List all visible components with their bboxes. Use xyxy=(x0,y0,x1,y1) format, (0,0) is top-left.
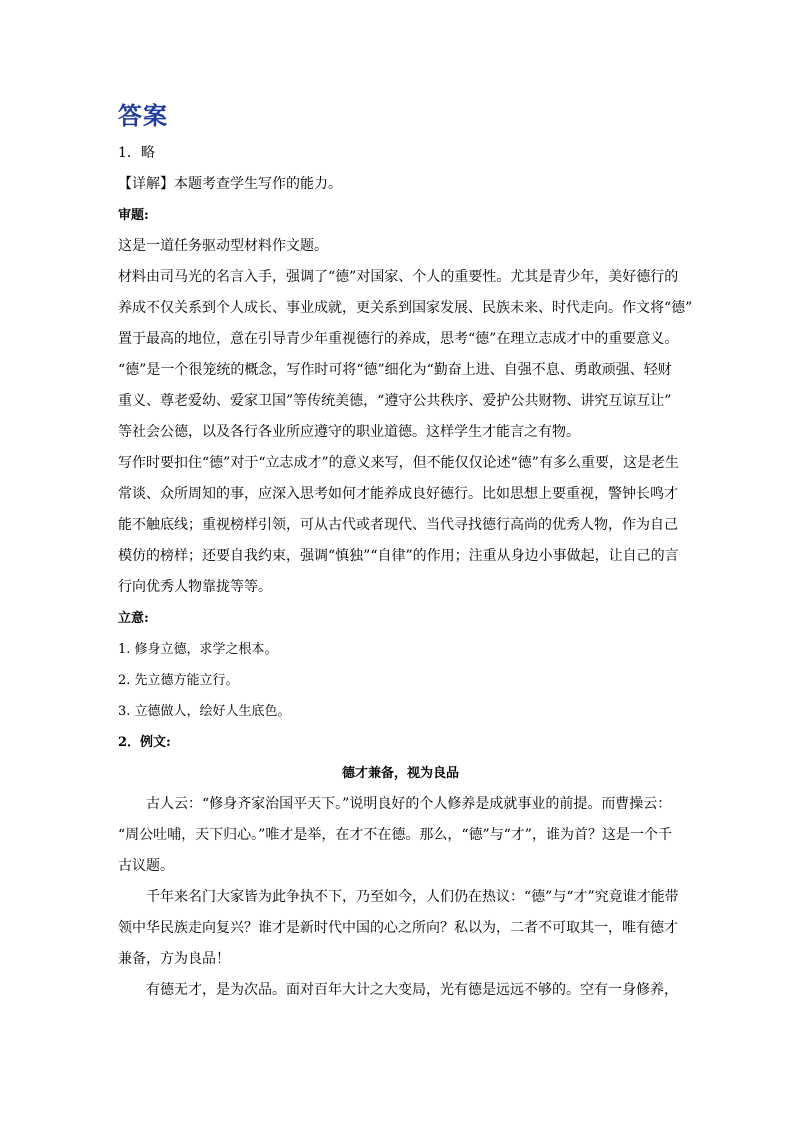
liyi-item: 1. 修身立德，求学之根本。 xyxy=(118,642,278,657)
shenti-line: 行向优秀人物靠拢等等。 xyxy=(118,579,272,595)
essay-line: 千年来名门大家皆为此争执不下，乃至如今，人们仍在热议：“德”与“才”究竟谁才能带 xyxy=(146,889,679,905)
shenti-line: 置于最高的地位，意在引导青少年重视德行的养成，思考“德”在理立志成才中的重要意义。 xyxy=(118,331,679,347)
answer-page xyxy=(118,96,693,1006)
shenti-line: 这是一道任务驱动型材料作文题。 xyxy=(118,238,328,254)
essay-title: 德才兼备，视为良品 xyxy=(341,766,459,781)
shenti-line: 养成不仅关系到个人成长、事业成就，更关系到国家发展、民族未来、时代走向。作文将“德” xyxy=(118,300,693,316)
liyi-item: 2. 先立德方能立行。 xyxy=(118,673,239,688)
answer-heading: 答案 xyxy=(118,102,168,130)
essay-line: 兼备，方为良品！ xyxy=(118,951,230,967)
shenti-line: 模仿的榜样；还要自我约束，强调“慎独”“自律”的作用；注重从身边小事做起，让自己的言 xyxy=(118,548,679,564)
essay-line: 有德无才，是为次品。面对百年大计之大变局，光有德是远远不够的。空有一身修养， xyxy=(146,982,678,998)
shenti-label: 审题: xyxy=(118,208,149,223)
shenti-line: 材料由司马光的名言入手，强调了“德”对国家、个人的重要性。尤其是青少年，美好德行的 xyxy=(118,269,679,285)
essay-line: 领中华民族走向复兴？谁才是新时代中国的心之所向？私以为，二者不可取其一，唯有德才 xyxy=(118,920,678,936)
essay-line: 古议题。 xyxy=(118,858,174,874)
liyi-item: 3. 立德做人，绘好人生底色。 xyxy=(118,704,291,719)
item-1-label: 1．略 xyxy=(118,145,155,161)
shenti-line: 重义、尊老爱幼、爱家卫国”等传统美德，“遵守公共秩序、爱护公共财物、讲究互谅互让” xyxy=(118,393,672,409)
shenti-line: 写作时要扣住“德”对于“立志成才”的意义来写，但不能仅仅论述“德”有多么重要，这是老生 xyxy=(118,455,679,471)
detail-line: 【详解】本题考查学生写作的能力。 xyxy=(118,176,342,192)
shenti-line: 能不触底线；重视榜样引领，可从古代或者现代、当代寻找德行高尚的优秀人物，作为自己 xyxy=(118,517,678,533)
shenti-line: 常谈、众所周知的事，应深入思考如何才能养成良好德行。比如思想上要重视，警钟长鸣才 xyxy=(118,486,678,502)
shenti-line: 等社会公德，以及各行各业所应遵守的职业道德。这样学生才能言之有物。 xyxy=(118,424,580,440)
liyi-label: 立意: xyxy=(118,611,149,626)
essay-line: 古人云：“修身齐家治国平天下。”说明良好的个人修养是成就事业的前提。而曹操云： xyxy=(146,796,672,812)
essay-line: “周公吐哺，天下归心。”唯才是举，在才不在德。那么，“德”与“才”，谁为首？这是一个千 xyxy=(118,827,672,843)
item-2-label: 2．例文: xyxy=(118,735,171,750)
shenti-line: “德”是一个很笼统的概念，写作时可将“德”细化为“勤奋上进、自强不息、勇敢顽强、轻财 xyxy=(118,362,672,378)
